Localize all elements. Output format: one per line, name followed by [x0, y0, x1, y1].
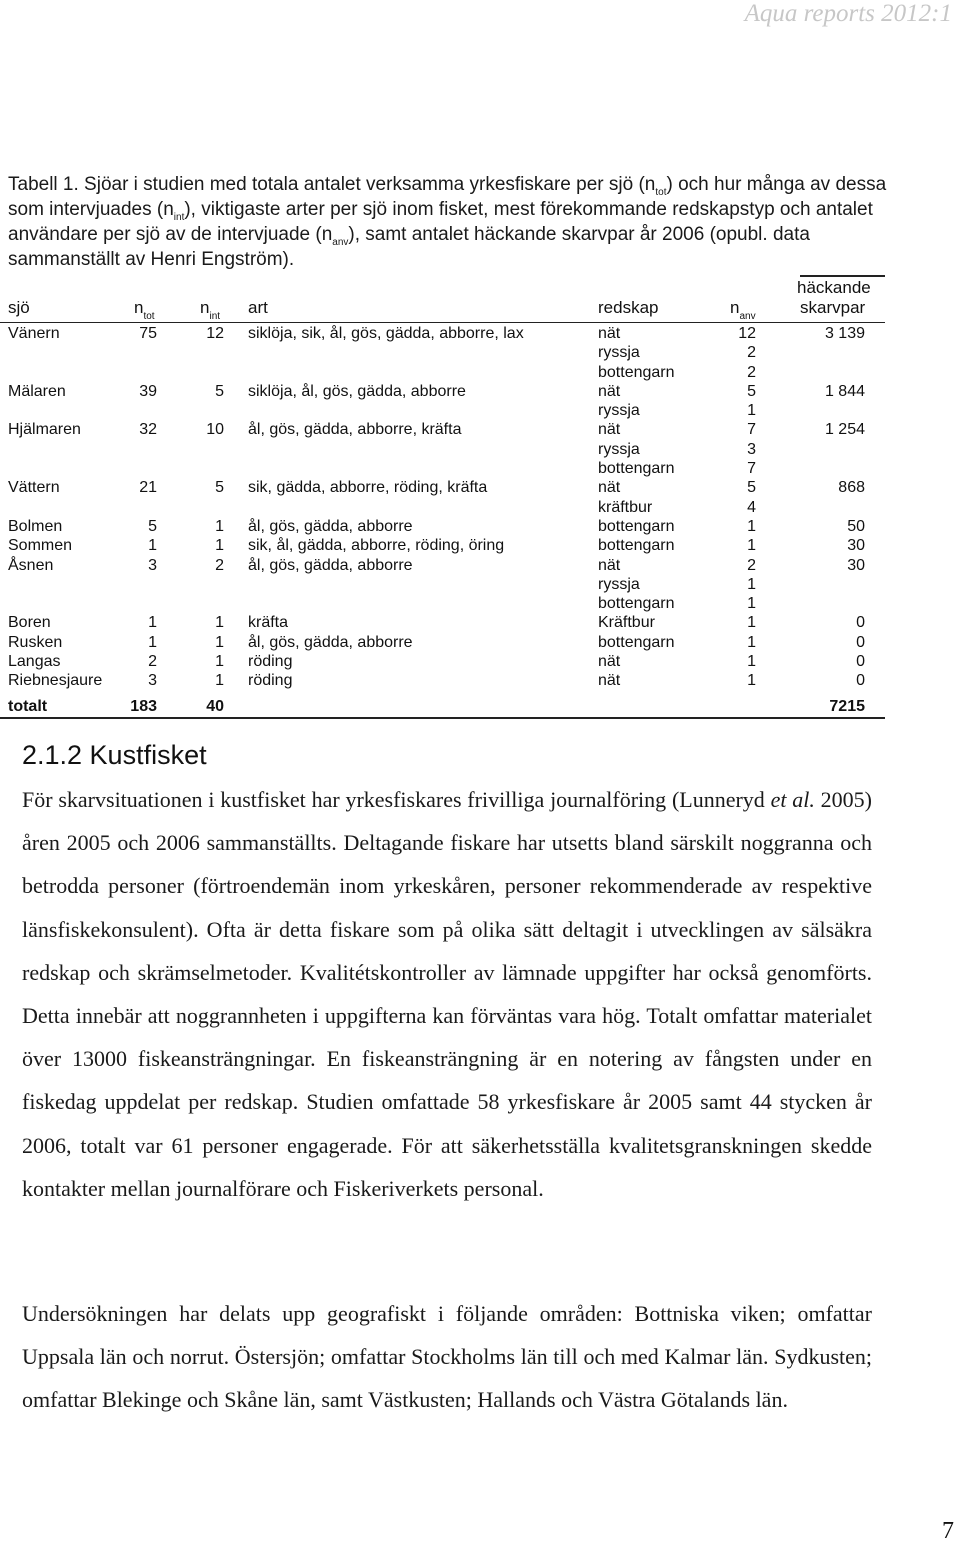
cell-lake: Boren [8, 614, 51, 632]
cell-nanv: 7 [747, 421, 756, 439]
cell-nanv: 12 [738, 325, 756, 342]
cell-nanv: 1 [747, 575, 756, 593]
cell-gear: bottengarn [598, 363, 675, 381]
table-row [0, 613, 890, 632]
cell-pairs: 3 139 [824, 325, 865, 342]
cell-gear: nät [598, 556, 621, 574]
table-row [0, 517, 890, 536]
cell-lake: Hjälmaren [8, 421, 81, 439]
cell-nanv: 1 [747, 537, 756, 555]
cell-ntot: 39 [139, 382, 157, 400]
table-row [0, 671, 890, 690]
header-nint: $n_{int}$ [200, 298, 221, 322]
total-nint: 40 [206, 698, 224, 715]
cell-gear: kräftbur [598, 498, 653, 516]
cell-species: ål, gös, gädda, abborre [248, 633, 413, 651]
cell-nint: 10 [206, 421, 224, 439]
table-row [0, 343, 890, 362]
table-row [0, 363, 890, 382]
cell-nanv: 1 [747, 633, 756, 651]
cell-nanv: 1 [747, 672, 756, 690]
cell-nint: 1 [215, 517, 224, 535]
total-pairs: 7215 [829, 698, 865, 715]
cell-nanv: 7 [747, 460, 756, 478]
cell-ntot: 2 [148, 653, 157, 671]
cell-gear: ryssja [598, 440, 640, 458]
cell-gear: ryssja [598, 402, 640, 420]
cell-nint: 1 [215, 672, 224, 690]
table-row [0, 420, 890, 439]
table-row [0, 536, 890, 555]
cell-pairs: 30 [847, 537, 865, 555]
cell-species: siklöja, ål, gös, gädda, abborre [248, 382, 466, 400]
cell-pairs: 868 [838, 479, 865, 497]
header-ntot: $n_{tot}$ [134, 298, 155, 322]
cell-gear: Kräftbur [598, 614, 655, 632]
cell-lake: Bolmen [8, 517, 63, 535]
cell-nint: 1 [215, 614, 224, 632]
table-row [0, 633, 890, 652]
cell-species: sik, ål, gädda, abborre, röding, öring [248, 537, 505, 555]
cell-species: ål, gös, gädda, abborre [248, 517, 413, 535]
cell-gear: bottengarn [598, 595, 675, 613]
cell-pairs: 30 [847, 556, 865, 574]
cell-ntot: 1 [148, 633, 157, 651]
cell-species: ål, gös, gädda, abborre [248, 556, 413, 574]
paragraph-2: Undersökningen har delats upp geografiskt i följande områden: Bottniska viken; omfattar Uppsala län och norrut. Östersjön; omfattar Stockholms län till och med Kalmar län. Sydkusten; omfattar Blekinge och Skåne län, samt Västkusten; Hallands och Västra Götalands län. [22, 1301, 872, 1413]
cell-nint: 1 [215, 537, 224, 555]
cell-gear: bottengarn [598, 633, 675, 651]
table-total-row [0, 696, 890, 718]
header-lake: sjö [8, 298, 30, 317]
table-row [0, 459, 890, 478]
cell-gear: nät [598, 325, 621, 342]
header-species: art [248, 298, 268, 317]
cell-ntot: 21 [139, 479, 157, 497]
header-nanv: $n_{anv}$ [730, 298, 756, 322]
cell-ntot: 1 [148, 537, 157, 555]
cell-lake: Vättern [8, 479, 60, 497]
cell-ntot: 32 [139, 421, 157, 439]
cell-pairs: 0 [856, 672, 865, 690]
cell-gear: nät [598, 421, 621, 439]
cell-pairs: 0 [856, 614, 865, 632]
cell-ntot: 3 [148, 556, 157, 574]
cell-ntot: 5 [148, 517, 157, 535]
table-caption: Tabell 1. Sjöar i studien med totala antalet verksamma yrkesfiskare per sjö $(n_{tot})$ och hur många av dessa som intervjuades $(n_{int})$, viktigaste arter per sjö inom fisket, mest förekommande redskapstyp och antalet användare per sjö av de intervjuade $(n_{anv})$, samt antalet häckande skarvpar år 2006 (opubl. data sammanställt av Henri Engström). [8, 174, 887, 270]
table-row [0, 401, 890, 420]
header-pairs-line1: häckande [797, 278, 871, 297]
cell-nint: 5 [215, 382, 224, 400]
table-row [0, 382, 890, 401]
cell-nanv: 1 [747, 614, 756, 632]
table-body [0, 324, 890, 691]
cell-gear: nät [598, 382, 621, 400]
cell-gear: nät [598, 653, 621, 671]
table-header-rule [0, 322, 885, 323]
table-bottom-rule [0, 717, 885, 719]
cell-gear: bottengarn [598, 517, 675, 535]
table-row [0, 440, 890, 459]
cell-gear: bottengarn [598, 460, 675, 478]
total-label: totalt [8, 698, 48, 715]
header-pairs-line2: skarvpar [800, 298, 866, 317]
table-row [0, 324, 890, 343]
cell-pairs: 0 [856, 633, 865, 651]
cell-nanv: 2 [747, 363, 756, 381]
cell-lake: Vänern [8, 325, 60, 342]
cell-species: sik, gädda, abborre, röding, kräfta [248, 479, 488, 497]
cell-ntot: 3 [148, 672, 157, 690]
table-row [0, 594, 890, 613]
table-row [0, 652, 890, 671]
cell-lake: Sommen [8, 537, 73, 555]
cell-nint: 12 [206, 325, 224, 342]
cell-gear: ryssja [598, 575, 640, 593]
cell-nanv: 2 [747, 344, 756, 362]
cell-gear: ryssja [598, 344, 640, 362]
cell-nanv: 1 [747, 517, 756, 535]
cell-species: kräfta [248, 614, 289, 632]
cell-pairs: 0 [856, 653, 865, 671]
running-header: Aqua reports 2012:1 [744, 0, 952, 27]
table-row [0, 478, 890, 497]
cell-ntot: 1 [148, 614, 157, 632]
cell-gear: nät [598, 479, 621, 497]
cell-nint: 1 [215, 653, 224, 671]
table-row [0, 575, 890, 594]
section-title: 2.1.2 Kustfisket [22, 740, 207, 770]
cell-lake: Mälaren [8, 382, 66, 400]
cell-species: siklöja, sik, ål, gös, gädda, abborre, lax [248, 325, 524, 342]
fishery-table [0, 278, 890, 715]
cell-nint: 2 [215, 556, 224, 574]
table-row [0, 556, 890, 575]
cell-pairs: 50 [847, 517, 865, 535]
total-ntot: 183 [130, 698, 157, 715]
cell-lake: Åsnen [8, 556, 54, 574]
cell-species: ål, gös, gädda, abborre, kräfta [248, 421, 462, 439]
cell-gear: nät [598, 672, 621, 690]
table-row [0, 498, 890, 517]
cell-species: röding [248, 672, 293, 690]
cell-pairs: 1 844 [824, 382, 865, 400]
paragraph-1: För skarvsituationen i kustfisket har yrkesfiskares frivilliga journalföring (Lunneryd et al. 2005) åren 2005 och 2006 sammanställts. Deltagande fiskare har utsetts bland särskilt noggranna och betrodda personer (förtroendemän inom yrkeskåren, personer rekommenderade av respektive länsfiskekonsulent). Ofta är detta fiskare som på olika sätt deltagit i utvecklingen av sälsäkra redskap och skrämselmetoder. Kvalitétskontroller av lämnade uppgifter har också genomförts. Detta innebär att noggrannheten i uppgifterna kan förväntas vara hög. Totalt omfattar materialet över 13000 fiskeansträngningar. En fiskeansträngning är en notering av fångsten under en fiskedag uppdelat per redskap. Studien omfattade 58 yrkesfiskare år 2005 samt 44 stycken år 2006, totalt var 61 personer engagerade. För att säkerhetsställa kvalitetsgranskningen skedde kontakter mellan journalförare och Fiskeriverkets personal. [22, 787, 872, 1201]
table-header [0, 278, 890, 322]
cell-nint: 1 [215, 633, 224, 651]
cell-pairs: 1 254 [824, 421, 865, 439]
cell-nanv: 1 [747, 595, 756, 613]
cell-lake: Riebnesjaure [8, 672, 103, 690]
cell-nanv: 4 [747, 498, 756, 516]
cell-nanv: 5 [747, 479, 756, 497]
cell-nanv: 1 [747, 402, 756, 420]
cell-gear: bottengarn [598, 537, 675, 555]
cell-nint: 5 [215, 479, 224, 497]
cell-nanv: 1 [747, 653, 756, 671]
cell-lake: Langas [8, 653, 61, 671]
cell-species: röding [248, 653, 293, 671]
cell-nanv: 5 [747, 382, 756, 400]
table-top-rule [800, 275, 885, 277]
cell-nanv: 3 [747, 440, 756, 458]
header-gear: redskap [598, 298, 659, 317]
cell-nanv: 2 [747, 556, 756, 574]
page-number: 7 [942, 1518, 954, 1544]
cell-lake: Rusken [8, 633, 63, 651]
cell-ntot: 75 [139, 325, 157, 342]
